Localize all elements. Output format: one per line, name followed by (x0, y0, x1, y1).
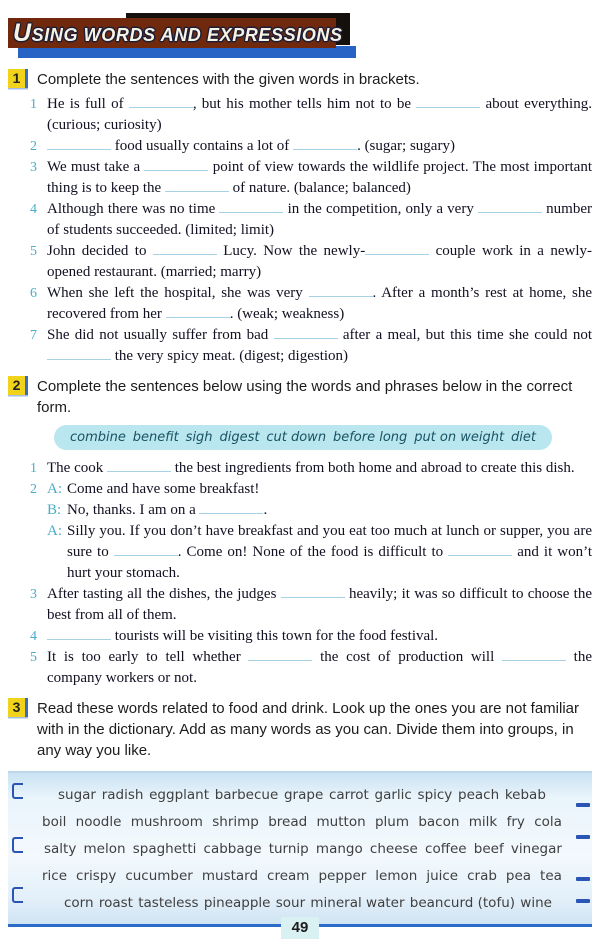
line-text: food usually contains a lot of . (sugar; sugary) (47, 136, 592, 157)
item-number: 7 (30, 328, 37, 343)
word-bank-item: benefit (132, 430, 179, 445)
exercise-3 (0, 698, 600, 927)
line-text: She did not usually suffer from bad after a meal, but this time she could not the very spicy meat. (digest; digestion) (47, 327, 592, 364)
food-word: cabbage (203, 841, 262, 857)
food-word: melon (83, 841, 126, 857)
item-line (47, 241, 592, 283)
answer-blank[interactable] (153, 243, 217, 255)
exercise-1-item (30, 136, 592, 157)
torn-edge-mark (576, 803, 590, 807)
food-word: eggplant (149, 787, 210, 803)
item-line (47, 626, 592, 647)
item-number: 6 (30, 286, 37, 301)
food-word-row (42, 782, 562, 809)
word-bank (54, 425, 552, 450)
exercise-1-item (30, 157, 592, 199)
item-text (47, 94, 592, 136)
item-text (47, 241, 592, 283)
item-text (47, 283, 592, 325)
exercise-1-header (8, 69, 592, 90)
exercise-2-item (30, 458, 592, 479)
line-text: Silly you. If you don’t have breakfast and you eat too much at lunch or supper, you are sure to . Come on! None of the food is difficult to and it won’t hurt your stomach. (67, 523, 592, 581)
item-text (47, 325, 592, 367)
food-word: spaghetti (132, 841, 197, 857)
food-word: carrot (328, 787, 369, 803)
food-word: turnip (268, 841, 309, 857)
header-title-bar (8, 18, 343, 48)
item-text (47, 626, 592, 647)
word-bank-item: before long (332, 430, 408, 445)
page-footer (0, 917, 600, 939)
torn-edge-mark (576, 899, 590, 903)
food-word: mineral water (310, 895, 405, 911)
exercise-2-instruction: Complete the sentences below using the words and phrases below in the correct form. (37, 378, 573, 416)
item-line (47, 136, 592, 157)
exercise-2-item (30, 479, 592, 584)
exercise-1-number-badge: 1 (8, 69, 28, 88)
food-word: bread (268, 814, 308, 830)
answer-blank[interactable] (165, 180, 229, 192)
item-text (47, 199, 592, 241)
food-word: garlic (374, 787, 412, 803)
item-number: 3 (30, 160, 37, 175)
exercise-1-item (30, 325, 592, 367)
exercise-1 (0, 69, 600, 367)
food-word: cream (267, 868, 310, 884)
line-text: We must take a point of view towards the wildlife project. The most important thing is to keep the of nature. (balance; balanced) (47, 159, 592, 196)
item-text (47, 584, 592, 626)
answer-blank[interactable] (293, 138, 357, 150)
answer-blank[interactable] (47, 138, 111, 150)
item-number: 2 (30, 482, 37, 497)
food-word-rows (42, 782, 562, 917)
answer-blank[interactable] (47, 348, 111, 360)
food-word-row (42, 863, 562, 890)
exercise-3-number-badge: 3 (8, 698, 28, 717)
torn-edge-mark (576, 835, 590, 839)
food-word: crispy (76, 868, 117, 884)
word-bank-item: put on weight (414, 430, 505, 445)
answer-blank[interactable] (248, 649, 312, 661)
answer-blank[interactable] (448, 544, 512, 556)
item-line (47, 199, 592, 241)
item-number: 5 (30, 244, 37, 259)
food-word: plum (374, 814, 409, 830)
line-text: It is too early to tell whether the cost of production will the company workers or not. (47, 649, 593, 686)
answer-blank[interactable] (309, 285, 373, 297)
item-text (47, 157, 592, 199)
answer-blank[interactable] (144, 159, 208, 171)
food-word: lemon (375, 868, 418, 884)
exercise-2-item (30, 647, 592, 689)
item-line (47, 647, 592, 689)
item-line (47, 283, 592, 325)
exercise-2-item (30, 626, 592, 647)
item-line (47, 94, 592, 136)
exercise-1-item (30, 241, 592, 283)
food-word: vinegar (510, 841, 562, 857)
food-word: mutton (316, 814, 366, 830)
food-word: fry (506, 814, 525, 830)
food-word: tea (540, 868, 562, 884)
food-word-row (42, 836, 562, 863)
food-word: crab (467, 868, 497, 884)
item-number: 1 (30, 461, 37, 476)
food-word: mushroom (130, 814, 203, 830)
exercise-2-item (30, 584, 592, 626)
food-word: sour (275, 895, 306, 911)
word-bank-item: diet (510, 430, 536, 445)
word-bank-item: cut down (266, 430, 327, 445)
section-header (0, 0, 600, 60)
food-word: bacon (418, 814, 460, 830)
food-word: radish (101, 787, 144, 803)
food-word-row (42, 809, 562, 836)
food-word: sugar (58, 787, 96, 803)
exercise-2 (0, 376, 600, 689)
word-bank-item: combine (70, 430, 126, 445)
food-word: barbecue (214, 787, 279, 803)
food-words-box (8, 771, 592, 927)
food-word: grape (283, 787, 324, 803)
food-word: rice (42, 868, 68, 884)
line-text: The cook the best ingredients from both home and abroad to create this dish. (47, 460, 575, 476)
item-number: 3 (30, 587, 37, 602)
food-word: noodle (75, 814, 122, 830)
page-number: 49 (281, 917, 320, 939)
exercise-1-item (30, 94, 592, 136)
food-word: pepper (318, 868, 367, 884)
item-number: 4 (30, 629, 37, 644)
answer-blank[interactable] (129, 96, 193, 108)
answer-blank[interactable] (502, 649, 566, 661)
speaker-label: A: (47, 481, 62, 497)
exercise-2-items (30, 458, 592, 689)
food-word: peach (458, 787, 500, 803)
exercise-2-header (8, 376, 592, 418)
food-word: boil (42, 814, 67, 830)
item-line (47, 479, 592, 500)
answer-blank[interactable] (274, 327, 338, 339)
item-text (47, 479, 592, 584)
item-line (47, 500, 592, 521)
answer-blank[interactable] (199, 502, 263, 514)
line-text: John decided to Lucy. Now the newly- couple work in a newly-opened restaurant. (married; marry) (47, 243, 592, 280)
exercise-3-header (8, 698, 592, 761)
item-number: 4 (30, 202, 37, 217)
answer-blank[interactable] (219, 201, 283, 213)
answer-blank[interactable] (416, 96, 480, 108)
item-text (47, 458, 592, 479)
line-text: No, thanks. I am on a . (67, 502, 268, 518)
food-word: milk (468, 814, 498, 830)
exercise-1-items (30, 94, 592, 367)
food-word: pineapple (203, 895, 271, 911)
answer-blank[interactable] (478, 201, 542, 213)
exercise-2-number-badge: 2 (8, 376, 28, 395)
exercise-3-instruction: Read these words related to food and drink. Look up the ones you are not familiar with in the dictionary. Add as many words as you can. Divide them into groups, in any way you like. (37, 700, 579, 759)
torn-edge-mark (12, 837, 23, 853)
exercise-1-item (30, 283, 592, 325)
answer-blank[interactable] (114, 544, 178, 556)
answer-blank[interactable] (281, 586, 345, 598)
food-word: mango (315, 841, 363, 857)
food-word: juice (426, 868, 459, 884)
food-word-row (42, 890, 562, 917)
food-word: mustard (201, 868, 259, 884)
food-word: shrimp (212, 814, 259, 830)
food-word: coffee (425, 841, 467, 857)
food-word: tasteless (138, 895, 199, 911)
item-line (47, 584, 592, 626)
item-number: 2 (30, 139, 37, 154)
food-word: beef (473, 841, 504, 857)
food-word: beancurd (tofu) (409, 895, 516, 911)
torn-edge-mark (12, 887, 23, 903)
exercise-1-item (30, 199, 592, 241)
line-text: Come and have some breakfast! (67, 481, 260, 497)
answer-blank[interactable] (365, 243, 429, 255)
answer-blank[interactable] (47, 628, 111, 640)
food-word: cheese (369, 841, 418, 857)
line-text: He is full of , but his mother tells him not to be about everything. (curious; curiosity) (47, 96, 592, 133)
word-bank-item: digest (219, 430, 260, 445)
answer-blank[interactable] (166, 306, 230, 318)
line-text: After tasting all the dishes, the judges heavily; it was so difficult to choose the best from all of them. (47, 586, 592, 623)
food-word: salty (44, 841, 77, 857)
section-title: USING WORDS AND EXPRESSIONS (13, 18, 343, 47)
item-line (47, 325, 592, 367)
answer-blank[interactable] (107, 460, 171, 472)
food-word: pea (505, 868, 532, 884)
item-line (47, 458, 592, 479)
torn-edge-mark (576, 877, 590, 881)
food-word: roast (98, 895, 133, 911)
food-word: cola (534, 814, 562, 830)
item-text (47, 136, 592, 157)
item-number: 5 (30, 650, 37, 665)
item-number: 1 (30, 97, 37, 112)
food-word: kebab (504, 787, 546, 803)
food-word: cucumber (125, 868, 193, 884)
speaker-label: B: (47, 502, 62, 518)
item-line (47, 157, 592, 199)
line-text: tourists will be visiting this town for the food festival. (47, 626, 592, 647)
food-word: spicy (417, 787, 453, 803)
torn-edge-mark (12, 783, 23, 799)
item-line (47, 521, 592, 584)
line-text: Although there was no time in the competition, only a very number of students succeeded. (limited; limit) (47, 201, 593, 238)
item-text (47, 647, 592, 689)
word-bank-item: sigh (185, 430, 213, 445)
food-word: corn (64, 895, 94, 911)
exercise-1-instruction: Complete the sentences with the given words in brackets. (37, 71, 420, 88)
line-text: When she left the hospital, she was very . After a month’s rest at home, she recovered from her . (weak; weakness) (47, 285, 592, 322)
speaker-label: A: (47, 523, 62, 539)
food-word: wine (520, 895, 552, 911)
